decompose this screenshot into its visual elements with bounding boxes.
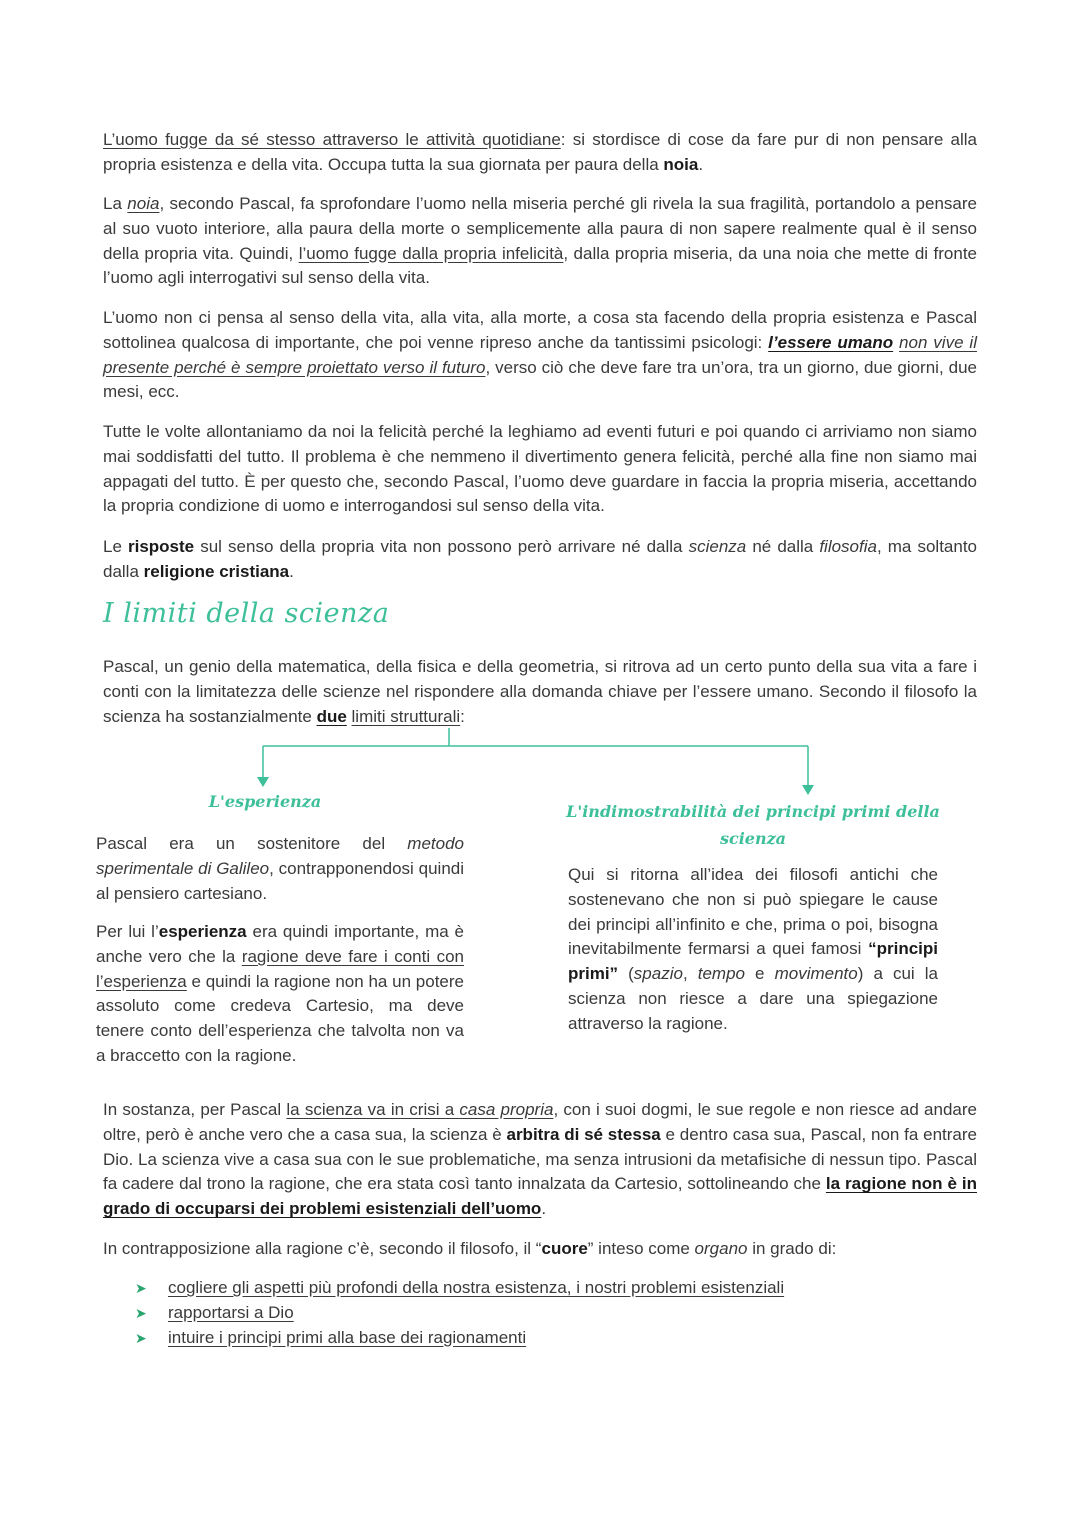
left-column-paragraph-2: Per lui l’esperienza era quindi importante, ma è anche vero che la ragione deve fare i conti con l’esperienza e quindi la ragione non ha un potere assoluto come credeva Cartesio, ma deve tenere conto dell’esperienza che talvolta non va a braccetto con la ragione. [96, 922, 465, 1065]
arrow-right-icon [802, 785, 814, 795]
paragraph-cuore: In contrapposizione alla ragione c’è, secondo il filosofo, il “cuore” inteso come organo in grado di: [103, 1239, 837, 1258]
paragraph-fuga: L’uomo fugge da sé stesso attraverso le attività quotidiane: si stordisce di cose da fare pur di non pensare alla propria esistenza e della vita. Occupa tutta la sua giornata per paura della noia. [103, 130, 977, 174]
paragraph-noia: La noia, secondo Pascal, fa sprofondare l’uomo nella miseria perché gli rivela la sua fragilità, portandolo a pensare al suo vuoto interiore, alla paura della morte o semplicemente alla paura di non sapere realmente qual è il senso della propria vita. Quindi, l’uomo fugge dalla propria infelicità, dalla propria miseria, da una noia che mette di fronte l’uomo agli interrogativi sul senso della vita. [103, 194, 977, 288]
section-heading: I limiti della scienza [103, 598, 390, 629]
paragraph-sostanza: In sostanza, per Pascal la scienza va in crisi a casa propria, con i suoi dogmi, le sue regole e non riesce ad andare oltre, però è anche vero che a casa sua, la scienza è arbitra di sé stessa e dentro casa sua, Pascal, non fa entrare Dio. La scienza vive a casa sua con le sue problematiche, ma senza intrusioni da metafisiche di nessun tipo. Pascal fa cadere dal trono la ragione, che era stata così tanto innalzata da Cartesio, sottolineando che la ragione non è in grado di occuparsi dei problemi esistenziali dell’uomo. [103, 1100, 978, 1219]
cuore-bullet-list [135, 1276, 784, 1350]
right-column-title: L'indimostrabilità dei principi primi della scienza [566, 802, 940, 848]
paragraph-limiti: Pascal, un genio della matematica, della fisica e della geometria, si ritrova ad un certo punto della sua vita a fare i conti con la limitatezza delle scienze nel rispondere alla domanda chiave per l’essere umano. Secondo il filosofo la scienza ha sostanzialmente due limiti strutturali: [103, 657, 977, 726]
list-item: ➤ cogliere gli aspetti più profondi della nostra esistenza, i nostri problemi esistenziali [135, 1276, 784, 1301]
paragraph-futuro: L’uomo non ci pensa al senso della vita, alla vita, alla morte, a cosa sta facendo della propria esistenza e Pascal sottolinea qualcosa di importante, che poi venne ripreso anche da tantissimi psicologi: l’essere umano non vive il presente perché è sempre proiettato verso il futuro, verso ciò che deve fare tra un’ora, tra un giorno, due giorni, due mesi, ecc. [103, 308, 977, 402]
arrow-bullet-icon: ➤ [135, 1329, 147, 1346]
left-column-title: L'esperienza [208, 792, 322, 811]
paragraph-felicita: Tutte le volte allontaniamo da noi la felicità perché la leghiamo ad eventi futuri e poi quando ci arriviamo non siamo mai soddisfatti del tutto. Il problema è che nemmeno il divertimento genera felicità, perché alla fine non siamo mai appagati del tutto. È per questo che, secondo Pascal, l’uomo deve guardare in faccia la propria miseria, accettando la propria condizione di uomo e interrogandosi sul senso della vita. [103, 422, 977, 516]
left-column-paragraph-1: Pascal era un sostenitore del metodo sperimentale di Galileo, contrapponendosi quindi al pensiero cartesiano. [96, 834, 464, 903]
arrow-bullet-icon: ➤ [135, 1304, 147, 1321]
arrow-left-icon [257, 777, 269, 787]
right-column-paragraph: Qui si ritorna all’idea dei filosofi antichi che sostenevano che non si può spiegare le cause dei principi all’infinito e che, prima o poi, bisogna inevitabilmente fermarsi a quei famosi “principi primi” (spazio, tempo e movimento) a cui la scienza non riesce a dare una spiegazione attraverso la ragione. [568, 865, 938, 1033]
list-item: ➤ intuire i principi primi alla base dei ragionamenti [135, 1326, 784, 1351]
paragraph-risposte: Le risposte sul senso della propria vita non possono però arrivare né dalla scienza né dalla filosofia, ma soltanto dalla religione cristiana. [103, 537, 978, 581]
list-item: ➤ rapportarsi a Dio [135, 1301, 784, 1326]
arrow-bullet-icon: ➤ [135, 1280, 147, 1296]
